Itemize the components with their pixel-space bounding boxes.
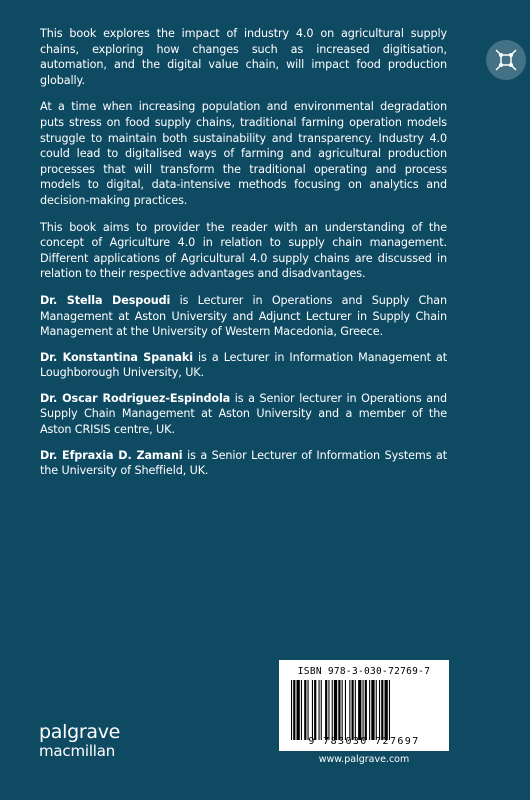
isbn-barcode-box xyxy=(279,660,449,768)
publisher-logo xyxy=(39,722,120,760)
author-name: Dr. Konstantina Spanaki xyxy=(40,350,193,364)
author-bio-text: is a Senior Lecturer of Information Systems at the University of Sheffield, UK. xyxy=(40,448,447,478)
author-bio-1 xyxy=(40,293,447,340)
author-name: Dr. Efpraxia D. Zamani xyxy=(40,448,183,462)
publisher-url: www.palgrave.com xyxy=(279,751,449,768)
author-bio-2 xyxy=(40,350,447,381)
description-paragraph-1: This book explores the impact of industry 4.0 on agricultural supply chains, exploring how changes such as increased digitisation, automation, and the digital value chain, will impact food production globally. xyxy=(40,27,447,87)
publisher-name-line1: palgrave xyxy=(39,721,121,743)
author-name: Dr. Stella Despoudi xyxy=(40,293,171,307)
author-bio-text: is Lecturer in Operations and Supply Chan Management at Aston University and Adjunct Lecturer in Supply Chain Management at the University of Western Macedonia, Greece. xyxy=(40,293,447,339)
barcode xyxy=(289,680,439,740)
description-paragraph-2: At a time when increasing population and environmental degradation puts stress on food supply chains, traditional farming operation models struggle to maintain both sustainability and transparency. Industry 4.0 could lead to digitalised ways of farming and agricultural production processes that will transform the traditional operating and process models to digital, data-intensive methods focusing on analytics and decision-making practices. xyxy=(40,100,447,207)
author-bio-text: is a Senior lecturer in Operations and Supply Chain Management at Aston University and a member of the Aston CRISIS centre, UK. xyxy=(40,391,447,437)
network-nodes-icon xyxy=(486,40,526,80)
author-bio-4 xyxy=(40,448,447,479)
author-bio-text: is a Lecturer in Information Management at Loughborough University, UK. xyxy=(40,350,447,380)
author-bio-3 xyxy=(40,391,447,438)
barcode-digits: 9 783030 727697 xyxy=(308,736,420,747)
description-paragraph-3: This book aims to provider the reader with an understanding of the concept of Agriculture 4.0 in relation to supply chain management. Different applications of Agricultural 4.0 supply chains are discussed in relation to their respective advantages and disadvantages. xyxy=(40,220,447,281)
isbn-label: ISBN 978-3-030-72769-7 xyxy=(297,666,431,677)
author-name: Dr. Oscar Rodriguez-Espindola xyxy=(40,391,231,405)
publisher-name-line2: macmillan xyxy=(39,742,116,760)
cover-text xyxy=(40,26,447,489)
